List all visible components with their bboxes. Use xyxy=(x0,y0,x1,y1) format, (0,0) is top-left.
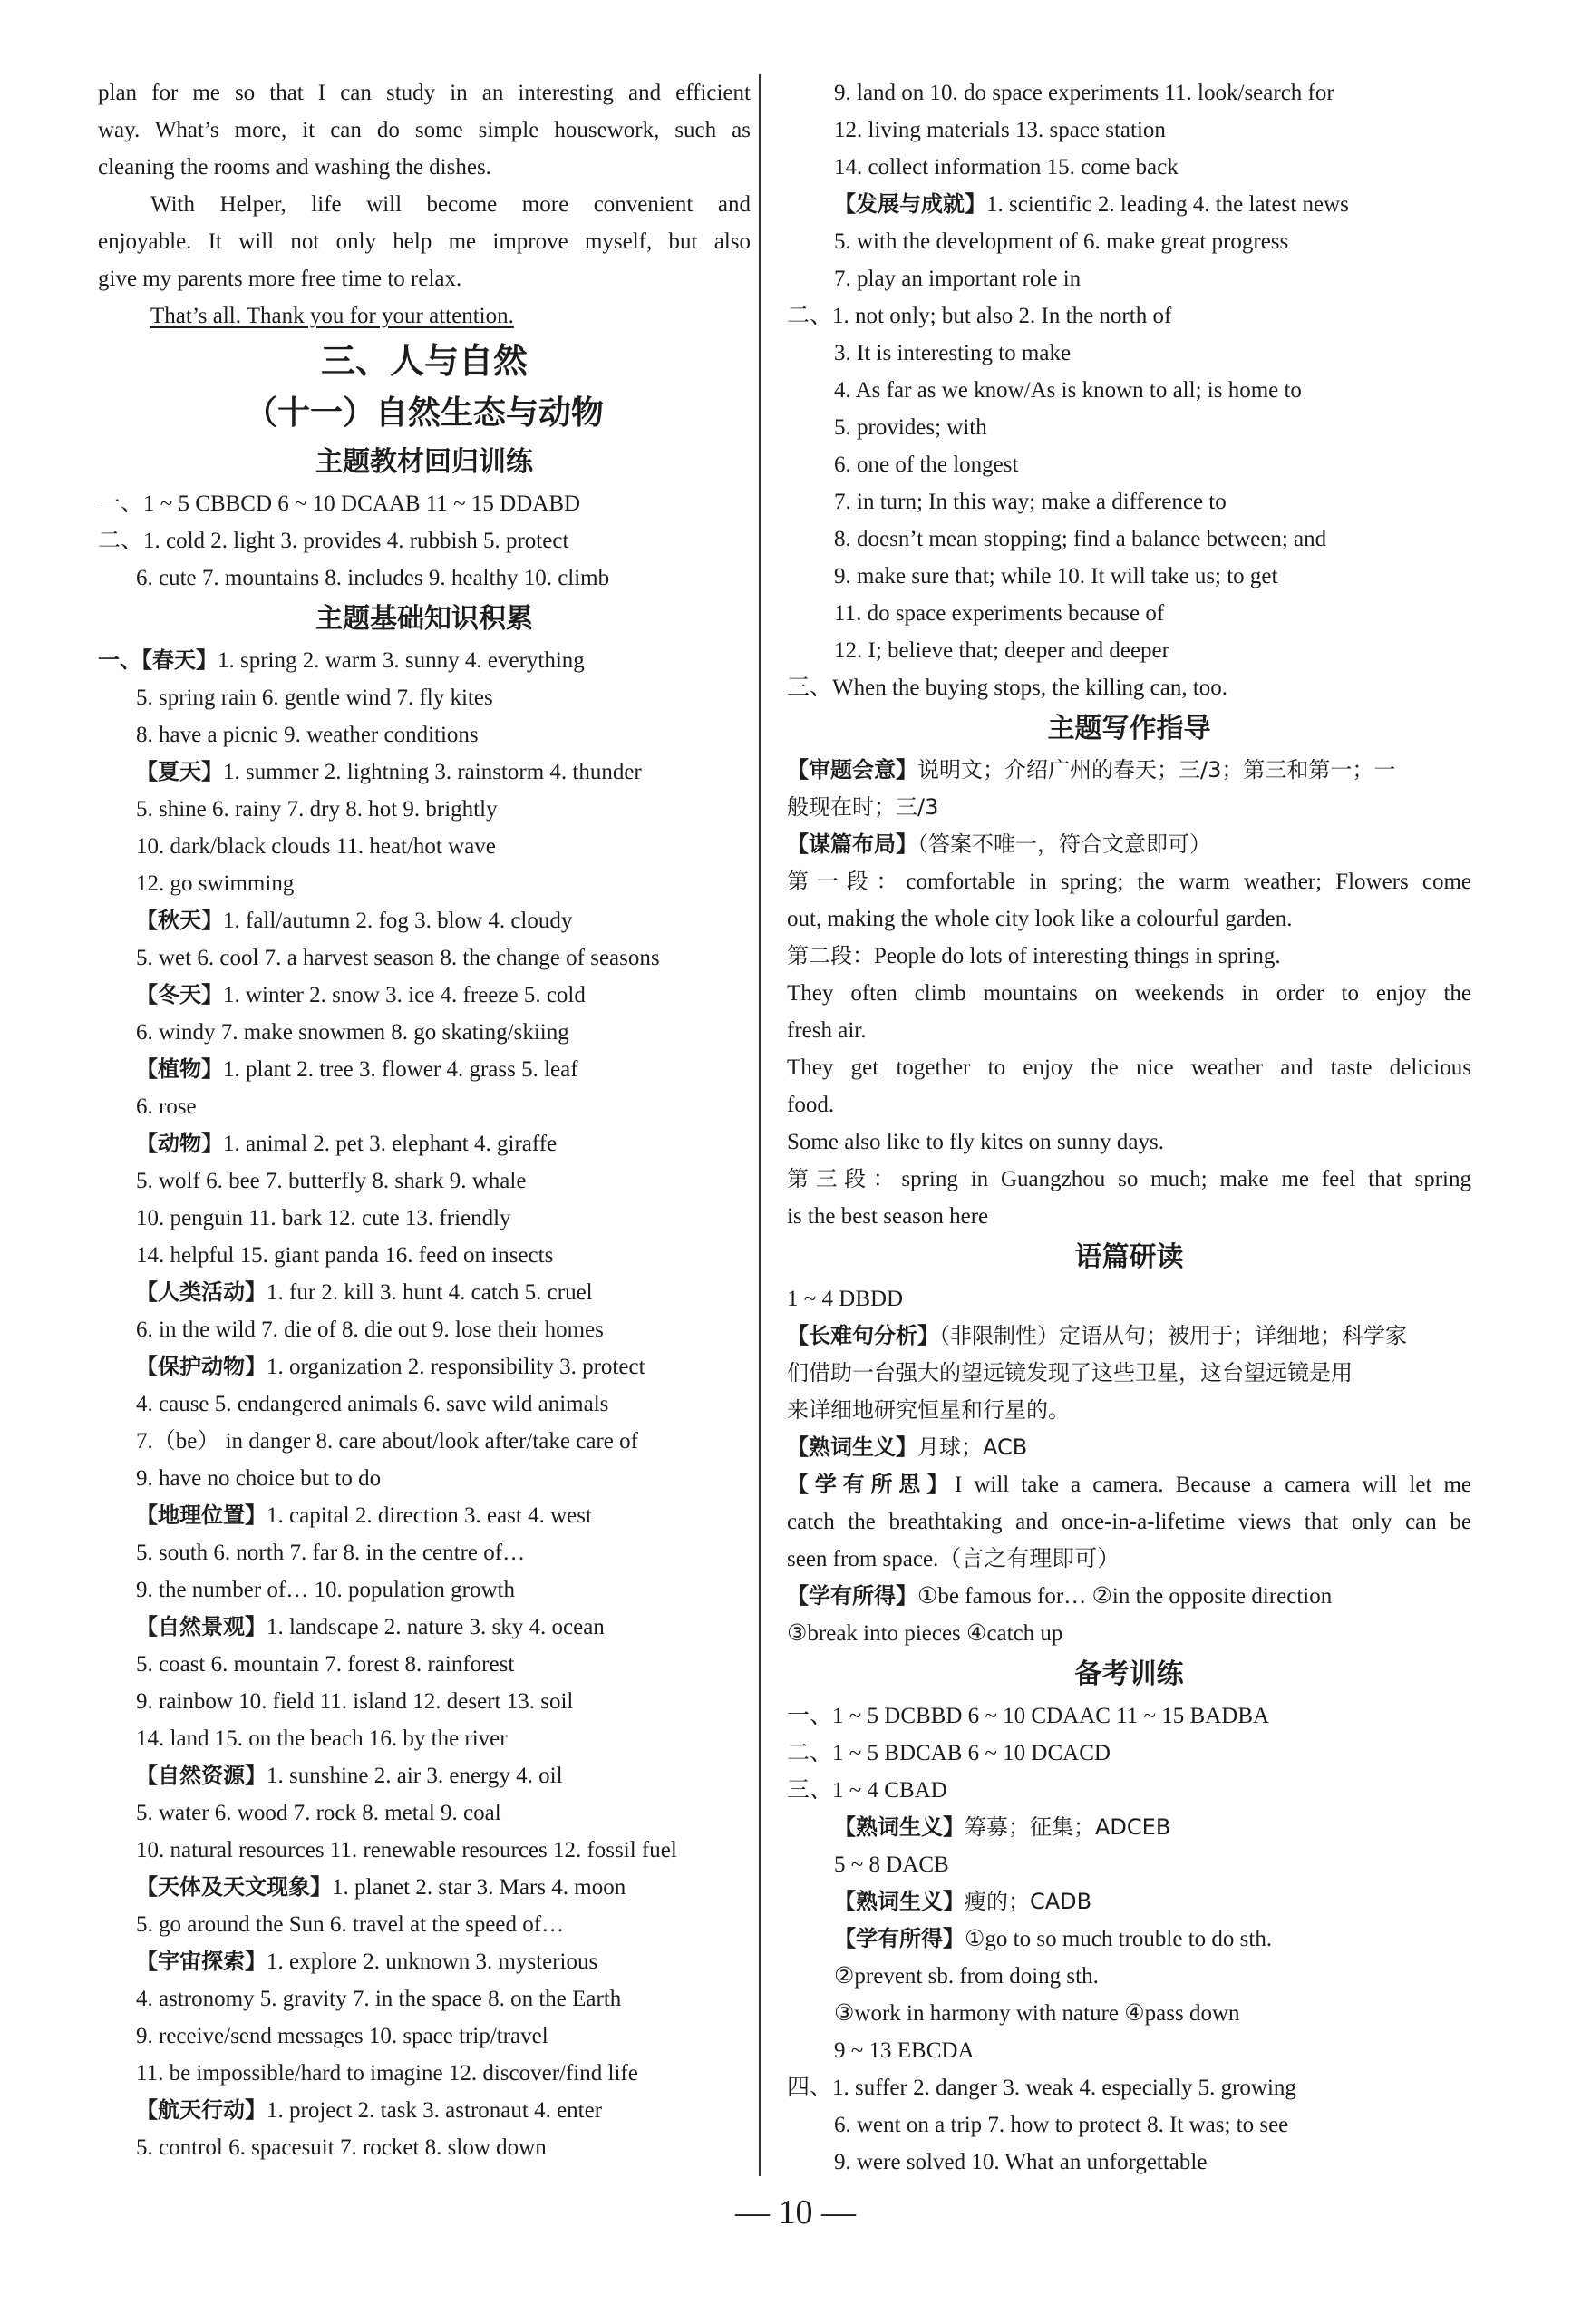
answer-line xyxy=(98,2055,751,2092)
line-text: ③work in harmony with nature ④pass down xyxy=(834,2001,1240,2026)
answer-line xyxy=(98,1423,751,1460)
answer-line xyxy=(787,1123,1471,1161)
answer-line xyxy=(98,1720,751,1757)
section-tag: 【审题会意】 xyxy=(787,757,917,783)
answer-line xyxy=(98,1200,751,1237)
line-text: 5. control 6. spacesuit 7. rocket 8. slow down xyxy=(136,2135,547,2160)
answer-line xyxy=(787,1466,1471,1503)
answer-line xyxy=(98,1646,751,1683)
line-text: 11. be impossible/hard to imagine 12. discover/find life xyxy=(136,2061,638,2086)
section-tag: 一、【春天】 xyxy=(98,647,218,673)
answer-line xyxy=(787,2069,1471,2106)
line-text: 12. living materials 13. space station xyxy=(834,118,1166,142)
answer-line xyxy=(98,1534,751,1571)
answer-line xyxy=(787,372,1471,409)
answer-line xyxy=(787,74,1471,112)
section-tag: 【学有所得】 xyxy=(787,1583,917,1609)
answer-line xyxy=(787,1086,1471,1123)
answer-line xyxy=(787,1503,1471,1541)
line-text: 1. plant 2. tree 3. flower 4. grass 5. leaf xyxy=(223,1057,578,1082)
line-text: 9. have no choice but to do xyxy=(136,1466,382,1491)
section-tag: 【谋篇布局】 xyxy=(787,831,917,857)
line-text: enjoyable. It will not only help me improve myself, but also xyxy=(98,229,751,254)
line-text: seen from space.（言之有理即可） xyxy=(787,1547,1120,1571)
line-text: 9. make sure that; while 10. It will take us; to get xyxy=(834,564,1278,588)
answer-line xyxy=(787,1958,1471,1995)
line-text: 4. astronomy 5. gravity 7. in the space 8. on the Earth xyxy=(136,1987,622,2011)
chinese-text: 筹募；征集；ADCEB xyxy=(965,1814,1171,1840)
line-text: 5. provides; with xyxy=(834,415,987,440)
line-text: 4. As far as we know/As is known to all; is home to xyxy=(834,378,1302,403)
answer-line xyxy=(787,483,1471,520)
answer-line xyxy=(787,1735,1471,1772)
answer-line xyxy=(98,1832,751,1869)
answer-line xyxy=(98,1311,751,1348)
section-tag: 【长难句分析】 xyxy=(787,1323,939,1348)
line-text: 14. land 15. on the beach 16. by the river xyxy=(136,1726,508,1751)
answer-line xyxy=(98,1609,751,1646)
line-text: 12. I; believe that; deeper and deeper xyxy=(834,638,1169,663)
answer-line xyxy=(787,335,1471,372)
line-text: 二、1 ~ 5 BDCAB 6 ~ 10 DCACD xyxy=(787,1741,1111,1765)
line-text: comfortable in spring; the warm weather; Flowers come xyxy=(906,870,1471,894)
chinese-text: 瘦的；CADB xyxy=(965,1889,1092,1914)
section-tag: 【植物】 xyxy=(136,1056,223,1082)
line-text: 1. fur 2. kill 3. hunt 4. catch 5. cruel xyxy=(267,1280,593,1305)
paragraph-line xyxy=(98,74,751,112)
answer-line xyxy=(787,595,1471,632)
line-text: 9. rainbow 10. field 11. island 12. desert 13. soil xyxy=(136,1689,574,1714)
section-tag: 【自然景观】 xyxy=(136,1614,267,1639)
line-text: 10. dark/black clouds 11. heat/hot wave xyxy=(136,834,496,859)
answer-line xyxy=(787,900,1471,938)
answer-line xyxy=(787,1995,1471,2032)
section-tag: 【秋天】 xyxy=(136,908,223,933)
answer-line xyxy=(98,1906,751,1943)
answer-line xyxy=(787,1392,1471,1429)
line-text: give my parents more free time to relax. xyxy=(98,267,462,291)
answer-line xyxy=(787,752,1471,789)
chinese-text: 月球；ACB xyxy=(917,1434,1028,1460)
paragraph-line xyxy=(98,186,751,223)
line-text: 5. go around the Sun 6. travel at the speed of… xyxy=(136,1912,565,1937)
answer-line xyxy=(98,939,751,977)
chapter-heading: （十一）自然生态与动物 xyxy=(244,394,604,432)
page-number: — 10 — xyxy=(735,2193,856,2232)
line-text: 5. wolf 6. bee 7. butterfly 8. shark 9. whale xyxy=(136,1169,527,1193)
line-text: 1. summer 2. lightning 3. rainstorm 4. thunder xyxy=(223,760,642,784)
line-text: 7. in turn; In this way; make a difference to xyxy=(834,490,1227,514)
line-text: 二、1. cold 2. light 3. provides 4. rubbish 5. protect xyxy=(98,529,569,553)
answer-line xyxy=(787,1280,1471,1318)
line-text: 9 ~ 13 EBCDA xyxy=(834,2038,975,2063)
line-text: 三、1 ~ 4 CBAD xyxy=(787,1778,947,1803)
answer-line xyxy=(787,446,1471,483)
section-tag: 【夏天】 xyxy=(136,759,223,784)
line-text: ③break into pieces ④catch up xyxy=(787,1621,1063,1646)
line-text: 6. in the wild 7. die of 8. die out 9. lose their homes xyxy=(136,1318,604,1342)
line-text: 3. It is interesting to make xyxy=(834,341,1072,365)
line-text: spring in Guangzhou so much; make me feel that spring xyxy=(901,1167,1471,1191)
line-text: Some also like to fly kites on sunny days. xyxy=(787,1130,1164,1154)
answer-line xyxy=(787,297,1471,335)
answer-line xyxy=(98,1869,751,1906)
chinese-text: 第一段： xyxy=(787,869,907,894)
answer-line xyxy=(787,260,1471,297)
answer-line xyxy=(787,1318,1471,1355)
line-text: 6. one of the longest xyxy=(834,452,1019,477)
answer-line xyxy=(787,789,1471,826)
section-tag: 【保护动物】 xyxy=(136,1354,267,1379)
line-text: 6. windy 7. make snowmen 8. go skating/skiing xyxy=(136,1020,569,1045)
line-text: plan for me so that I can study in an interesting and efficient xyxy=(98,81,751,105)
line-text: 14. helpful 15. giant panda 16. feed on insects xyxy=(136,1243,554,1268)
paragraph-line xyxy=(98,112,751,149)
answer-line xyxy=(98,1274,751,1311)
answer-line xyxy=(787,149,1471,186)
answer-line xyxy=(787,1161,1471,1198)
answer-line xyxy=(98,1683,751,1720)
answer-line xyxy=(787,1615,1471,1652)
answer-line xyxy=(98,1088,751,1125)
answer-line xyxy=(98,902,751,939)
answer-line xyxy=(787,2144,1471,2181)
line-text: ②prevent sb. from doing sth. xyxy=(834,1964,1099,1989)
answer-line xyxy=(98,2129,751,2166)
answer-line xyxy=(98,1943,751,1980)
section-tag: 【学有所得】 xyxy=(834,1926,965,1951)
section-heading: 主题写作指导 xyxy=(1047,713,1211,744)
chapter-heading: 三、人与自然 xyxy=(320,341,528,381)
answer-line xyxy=(787,632,1471,669)
line-text: catch the breathtaking and once-in-a-lifetime views that only can be xyxy=(787,1510,1471,1534)
section-tag: 【天体及天文现象】 xyxy=(136,1874,332,1900)
answer-line xyxy=(98,1386,751,1423)
answer-line xyxy=(787,520,1471,558)
answer-line xyxy=(98,1051,751,1088)
line-text: 二、1. not only; but also 2. In the north of xyxy=(787,304,1172,328)
line-text: is the best season here xyxy=(787,1204,989,1229)
line-text: 6. cute 7. mountains 8. includes 9. healthy 10. climb xyxy=(136,566,610,590)
section-tag: 【熟词生义】 xyxy=(834,1889,965,1914)
line-text: 10. penguin 11. bark 12. cute 13. friendly xyxy=(136,1206,511,1230)
line-text: 5. south 6. north 7. far 8. in the centre of… xyxy=(136,1541,526,1565)
line-text: 1. planet 2. star 3. Mars 4. moon xyxy=(332,1875,626,1900)
section-heading: 主题基础知识积累 xyxy=(315,603,533,635)
section-tag: 【自然资源】 xyxy=(136,1763,267,1788)
answer-line xyxy=(787,1429,1471,1466)
line-text: 12. go swimming xyxy=(136,871,295,896)
answer-line xyxy=(787,1541,1471,1578)
chinese-text: （答案不唯一，符合文意即可） xyxy=(917,831,1211,857)
answer-line xyxy=(98,828,751,865)
section-heading: 主题教材回归训练 xyxy=(315,446,533,478)
paragraph-line xyxy=(98,149,751,186)
line-text: 11. do space experiments because of xyxy=(834,601,1165,626)
line-text: 7. play an important role in xyxy=(834,267,1082,291)
answer-line xyxy=(98,1125,751,1162)
section-tag: 【人类活动】 xyxy=(136,1279,267,1305)
line-text: 1. organization 2. responsibility 3. protect xyxy=(267,1355,645,1379)
line-text: 14. collect information 15. come back xyxy=(834,155,1179,180)
section-tag: 【冬天】 xyxy=(136,982,223,1007)
line-text: 6. rose xyxy=(136,1094,197,1119)
line-text: 7.（be） in danger 8. care about/look after/take care of xyxy=(136,1429,638,1454)
answer-line xyxy=(98,1237,751,1274)
line-text: 三、When the buying stops, the killing can, too. xyxy=(787,676,1228,700)
paragraph-line xyxy=(98,297,751,335)
line-text: 1. landscape 2. nature 3. sky 4. ocean xyxy=(267,1615,605,1639)
answer-line xyxy=(787,112,1471,149)
answer-line xyxy=(98,754,751,791)
line-text: ①be famous for… ②in the opposite direction xyxy=(917,1584,1333,1609)
chinese-text: 第三段： xyxy=(787,1166,902,1191)
answer-line xyxy=(787,1012,1471,1049)
line-text: 6. went on a trip 7. how to protect 8. It was; to see xyxy=(834,2113,1289,2137)
line-text: 8. have a picnic 9. weather conditions xyxy=(136,723,479,747)
line-text: 1. animal 2. pet 3. elephant 4. giraffe xyxy=(223,1132,558,1156)
answer-line xyxy=(787,223,1471,260)
line-text: 1. capital 2. direction 3. east 4. west xyxy=(267,1503,592,1528)
answer-line xyxy=(98,1571,751,1609)
section-tag: 【航天行动】 xyxy=(136,2097,267,2123)
answer-line xyxy=(98,977,751,1014)
line-text: That’s all. Thank you for your attention. xyxy=(150,304,514,328)
line-text: 1. project 2. task 3. astronaut 4. enter xyxy=(267,2098,603,2123)
section-tag: 【地理位置】 xyxy=(136,1502,267,1528)
line-text: 8. doesn’t mean stopping; find a balance between; and xyxy=(834,527,1327,551)
column-divider xyxy=(759,74,761,2176)
answer-line xyxy=(787,186,1471,223)
section-tag: 【宇宙探索】 xyxy=(136,1949,267,1974)
line-text: 1. scientific 2. leading 4. the latest news xyxy=(986,192,1349,217)
line-text: 5. coast 6. mountain 7. forest 8. rainforest xyxy=(136,1652,515,1677)
line-text: They often climb mountains on weekends in order to enjoy the xyxy=(787,981,1471,1006)
line-text: food. xyxy=(787,1093,835,1117)
line-text: 5. spring rain 6. gentle wind 7. fly kites xyxy=(136,686,493,710)
answer-line xyxy=(787,2106,1471,2144)
line-text: 一、1 ~ 5 DCBBD 6 ~ 10 CDAAC 11 ~ 15 BADBA xyxy=(787,1704,1270,1728)
line-text: 5. wet 6. cool 7. a harvest season 8. the change of seasons xyxy=(136,946,660,970)
section-heading: 语篇研读 xyxy=(1074,1241,1184,1273)
paragraph-line xyxy=(98,260,751,297)
line-text: 9. were solved 10. What an unforgettable xyxy=(834,2150,1208,2174)
answer-line xyxy=(98,1162,751,1200)
chinese-text: 说明文；介绍广州的春天；三/3；第三和第一；一 xyxy=(917,757,1396,783)
line-text: 一、1 ~ 5 CBBCD 6 ~ 10 DCAAB 11 ~ 15 DDABD xyxy=(98,491,581,516)
answer-line xyxy=(98,2092,751,2129)
line-text: fresh air. xyxy=(787,1018,867,1043)
answer-line xyxy=(98,679,751,716)
answer-line xyxy=(98,1757,751,1794)
chinese-text: 来详细地研究恒星和行星的。 xyxy=(787,1397,1070,1423)
right-column xyxy=(787,74,1471,2181)
section-tag: 【学有所思】 xyxy=(787,1472,955,1497)
answer-line xyxy=(98,1014,751,1051)
answer-line xyxy=(98,1497,751,1534)
section-heading: 备考训练 xyxy=(1074,1658,1184,1690)
answer-line xyxy=(787,669,1471,706)
line-text: 5 ~ 8 DACB xyxy=(834,1852,949,1877)
line-text: They get together to enjoy the nice weather and taste delicious xyxy=(787,1055,1471,1080)
answer-line xyxy=(98,1794,751,1832)
section-tag: 【发展与成就】 xyxy=(834,191,986,217)
chinese-text: （非限制性）定语从句；被用于；详细地；科学家 xyxy=(939,1323,1407,1348)
line-text: way. What’s more, it can do some simple housework, such as xyxy=(98,118,751,142)
line-text: 四、1. suffer 2. danger 3. weak 4. especially 5. growing xyxy=(787,2076,1296,2100)
left-column xyxy=(98,74,751,2166)
line-text: 9. land on 10. do space experiments 11. look/search for xyxy=(834,81,1334,105)
line-text: 10. natural resources 11. renewable resources 12. fossil fuel xyxy=(136,1838,677,1862)
line-text: 1. fall/autumn 2. fog 3. blow 4. cloudy xyxy=(223,909,573,933)
answer-line xyxy=(98,559,751,597)
answer-line xyxy=(98,1348,751,1386)
line-text: 1. sunshine 2. air 3. energy 4. oil xyxy=(267,1764,563,1788)
line-text: 5. with the development of 6. make great progress xyxy=(834,229,1289,254)
answer-line xyxy=(787,1198,1471,1235)
line-text: 5. water 6. wood 7. rock 8. metal 9. coal xyxy=(136,1801,501,1825)
line-text: ①go to so much trouble to do sth. xyxy=(965,1927,1273,1951)
line-text: 1 ~ 4 DBDD xyxy=(787,1287,904,1311)
chinese-text: 们借助一台强大的望远镜发现了这些卫星，这台望远镜是用 xyxy=(787,1360,1353,1386)
answer-line xyxy=(787,2032,1471,2069)
answer-line xyxy=(98,791,751,828)
answer-line xyxy=(787,1809,1471,1846)
answer-line xyxy=(787,1772,1471,1809)
section-tag: 【熟词生义】 xyxy=(787,1434,917,1460)
answer-line xyxy=(787,938,1471,975)
answer-line xyxy=(98,1980,751,2018)
answer-line xyxy=(787,1883,1471,1920)
section-tag: 【熟词生义】 xyxy=(834,1814,965,1840)
answer-line xyxy=(787,826,1471,863)
answer-line xyxy=(98,642,751,679)
answer-line xyxy=(787,1049,1471,1086)
answer-line xyxy=(787,409,1471,446)
line-text: With Helper, life will become more convenient and xyxy=(150,192,751,217)
line-text: 1. explore 2. unknown 3. mysterious xyxy=(267,1950,598,1974)
answer-line xyxy=(787,863,1471,900)
section-tag: 【动物】 xyxy=(136,1131,223,1156)
line-text: 1. spring 2. warm 3. sunny 4. everything xyxy=(218,648,585,673)
line-text: 1. winter 2. snow 3. ice 4. freeze 5. cold xyxy=(223,983,586,1007)
answer-line xyxy=(787,1920,1471,1958)
answer-line xyxy=(787,1697,1471,1735)
answer-line xyxy=(787,975,1471,1012)
answer-line xyxy=(98,2018,751,2055)
answer-line xyxy=(98,522,751,559)
answer-line xyxy=(787,1355,1471,1392)
line-text: 9. receive/send messages 10. space trip/travel xyxy=(136,2024,548,2048)
paragraph-line xyxy=(98,223,751,260)
line-text: cleaning the rooms and washing the dishes. xyxy=(98,155,491,180)
chinese-text: 般现在时；三/3 xyxy=(787,794,939,820)
line-text: I will take a camera. Because a camera will let me xyxy=(954,1473,1471,1497)
answer-line xyxy=(787,558,1471,595)
line-text: 4. cause 5. endangered animals 6. save wild animals xyxy=(136,1392,609,1416)
answer-line xyxy=(98,485,751,522)
line-text: out, making the whole city look like a colourful garden. xyxy=(787,907,1293,931)
answer-line xyxy=(787,1578,1471,1615)
line-text: 9. the number of… 10. population growth xyxy=(136,1578,515,1602)
answer-line xyxy=(98,716,751,754)
line-text: 5. shine 6. rainy 7. dry 8. hot 9. brightly xyxy=(136,797,498,822)
answer-line xyxy=(787,1846,1471,1883)
line-text: People do lots of interesting things in spring. xyxy=(874,944,1281,968)
answer-line xyxy=(98,1460,751,1497)
chinese-text: 第二段： xyxy=(787,943,874,968)
answer-line xyxy=(98,865,751,902)
